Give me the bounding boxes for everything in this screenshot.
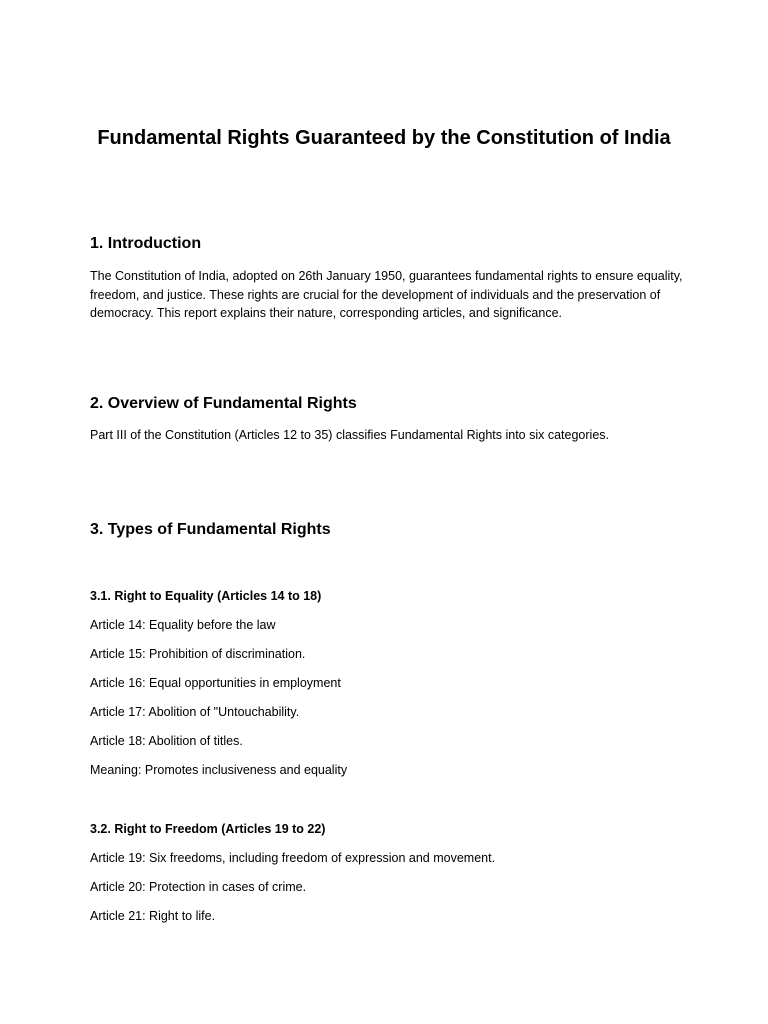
list-item: Article 19: Six freedoms, including freedom of expression and movement. <box>90 851 496 865</box>
list-item: Article 20: Protection in cases of crime. <box>90 880 307 894</box>
subsection-heading-equality: 3.1. Right to Equality (Articles 14 to 18) <box>90 589 322 603</box>
list-item: Meaning: Promotes inclusiveness and equality <box>90 763 348 777</box>
section-heading-introduction: 1. Introduction <box>90 235 202 252</box>
list-item: Article 18: Abolition of titles. <box>90 734 243 748</box>
list-item: Article 15: Prohibition of discrimination. <box>90 647 306 661</box>
introduction-paragraph: The Constitution of India, adopted on 26th January 1950, guarantees fundamental rights to ensure equality, freedom, and justice. These rights are crucial for the development of individuals and the preservation of democracy. This report explains their nature, corresponding articles, and significance. <box>90 269 683 320</box>
section-heading-types: 3. Types of Fundamental Rights <box>90 521 331 538</box>
list-item: Article 17: Abolition of "Untouchability. <box>90 705 300 719</box>
list-item: Article 14: Equality before the law <box>90 618 276 632</box>
section-heading-overview: 2. Overview of Fundamental Rights <box>90 395 357 412</box>
list-item: Article 16: Equal opportunities in employment <box>90 676 341 690</box>
overview-paragraph: Part III of the Constitution (Articles 12 to 35) classifies Fundamental Rights into six categories. <box>90 428 609 442</box>
document-title: Fundamental Rights Guaranteed by the Constitution of India <box>97 127 671 149</box>
subsection-heading-freedom: 3.2. Right to Freedom (Articles 19 to 22) <box>90 822 326 836</box>
list-item: Article 21: Right to life. <box>90 909 216 923</box>
